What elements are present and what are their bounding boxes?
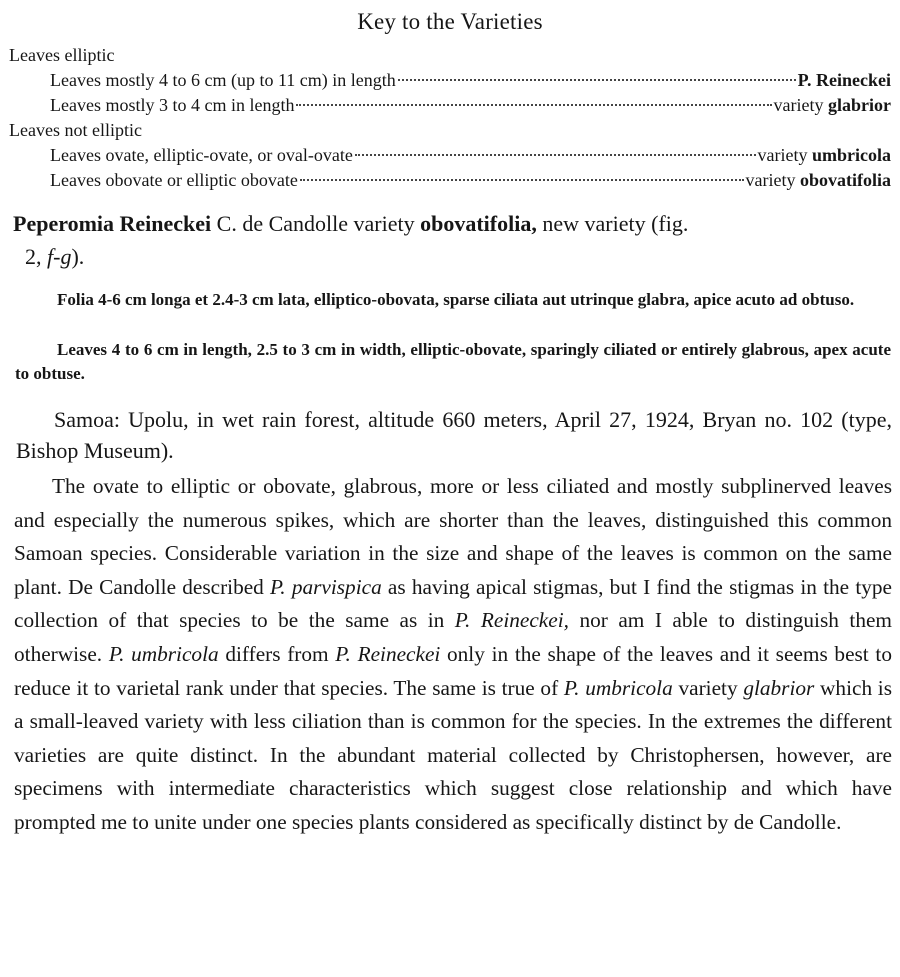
figure-reference: f-g (47, 244, 72, 269)
key-entry (50, 143, 891, 168)
taxon-name: P. umbricola (563, 675, 673, 700)
key-entry (50, 68, 891, 93)
key-group-elliptic (9, 43, 891, 68)
key-entry (50, 168, 891, 193)
key-entry-taxon: variety glabrior (773, 95, 891, 115)
variety-key (9, 43, 891, 193)
english-description: Leaves 4 to 6 cm in length, 2.5 to 3 cm in width, elliptic-obovate, sparingly ciliated or entirely glabrous, apex acute to obtuse. (15, 340, 891, 383)
species-name: Peperomia Reineckei (13, 211, 212, 236)
species-heading: Peperomia Reineckei C. de Candolle variety obovatifolia, new variety (fig. 2, f-g). (13, 211, 689, 269)
type-locality: Samoa: Upolu, in wet rain forest, altitude 660 meters, April 27, 1924, Bryan no. 102 (type, Bishop Museum). (16, 407, 892, 463)
dot-leader (296, 104, 771, 106)
key-title: Key to the Varieties (357, 9, 543, 34)
latin-diagnosis: Folia 4-6 cm longa et 2.4-3 cm lata, elliptico-obovata, sparse ciliata aut utrinque glabra, apice acuto ad obtuso. (57, 290, 855, 309)
key-entry (50, 93, 891, 118)
key-entry-text: Leaves obovate or elliptic obovate (50, 170, 298, 190)
key-entry-taxon: P. Reineckei (797, 70, 891, 90)
dot-leader (300, 179, 744, 181)
taxon-name: P. Reineckei (335, 641, 441, 666)
taxon-name: glabrior (743, 675, 815, 700)
discussion-paragraph: The ovate to elliptic or obovate, glabrous, more or less ciliated and mostly subplinerved leaves and especially the numerous spikes, which are shorter than the leaves, distinguished this common Samoan species. Considerable variation in the size and shape of the leaves is common on the same plant. De Candolle described P. parvispica as having apical stigmas, but I find the stigmas in the type collection of that species to be the same as in P. Reineckei, nor am I able to distinguish them otherwise. P. umbricola differs from P. Reineckei only in the shape of the leaves and it seems best to reduce it to varietal rank under that species. The same is true of P. umbricola variety glabrior which is a small-leaved variety with less ciliation than is common for the species. In the extremes the different varieties are quite distinct. In the abundant material collected by Christophersen, however, are specimens with intermediate characteristics which suggest close relationship and which have prompted me to unite under one species plants considered as specifically distinct by de Candolle. (14, 474, 893, 834)
key-entry-text: Leaves mostly 4 to 6 cm (up to 11 cm) in length (50, 70, 396, 90)
key-entry-text: Leaves mostly 3 to 4 cm in length (50, 95, 295, 115)
key-group-not-elliptic (9, 118, 891, 143)
dot-leader (355, 154, 756, 156)
taxon-name: P. Reineckei, (454, 608, 569, 633)
key-group-label: Leaves elliptic (9, 45, 115, 65)
key-entry-taxon: variety obovatifolia (745, 170, 891, 190)
dot-leader (398, 79, 796, 81)
key-group-label: Leaves not elliptic (9, 120, 142, 140)
taxon-name: P. umbricola (108, 641, 219, 666)
key-entry-taxon: variety umbricola (757, 145, 891, 165)
taxon-name: P. parvispica (270, 574, 382, 599)
variety-name: obovatifolia, (420, 211, 537, 236)
key-entry-text: Leaves ovate, elliptic-ovate, or oval-ovate (50, 145, 353, 165)
